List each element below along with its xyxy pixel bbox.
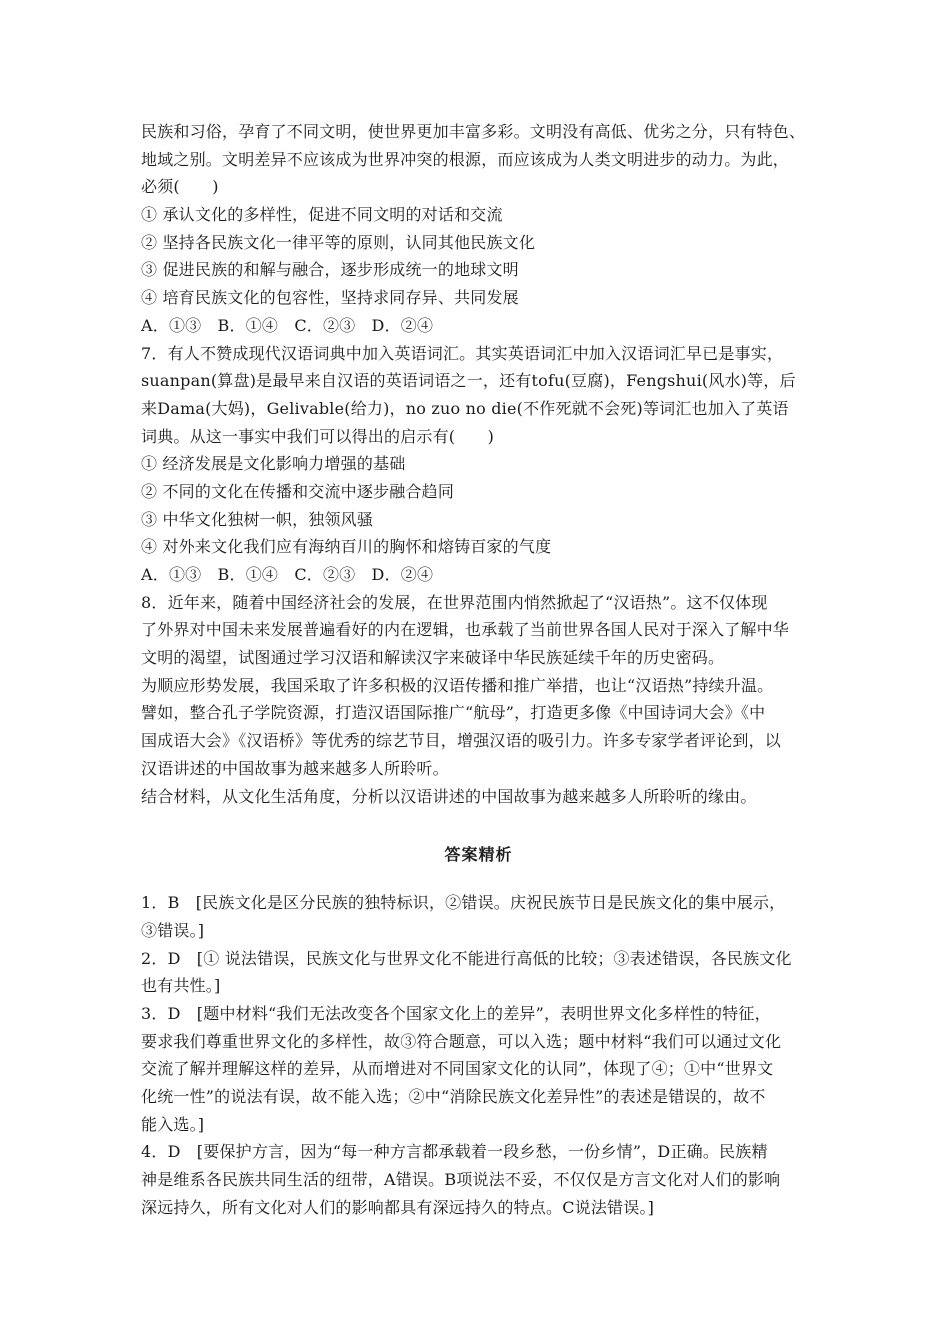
option-item: ② 不同的文化在传播和交流中逐步融合趋同 [141, 481, 455, 501]
option-item: ④ 对外来文化我们应有海纳百川的胸怀和熔铸百家的气度 [141, 537, 552, 557]
answer-line: 深远持久，所有文化对人们的影响都具有深远持久的特点。C说法错误。] [141, 1197, 655, 1217]
question-text-line: 国成语大会》《汉语桥》等优秀的综艺节目，增强汉语的吸引力。许多专家学者评论到，以 [141, 731, 782, 751]
answer-line: 神是维系各民族共同生活的纽带，A错误。B项说法不妥，不仅仅是方言文化对人们的影响 [141, 1170, 781, 1190]
option-item: ③ 中华文化独树一帜，独领风骚 [141, 509, 374, 529]
option-item: ② 坚持各民族文化一律平等的原则，认同其他民族文化 [141, 232, 536, 252]
answer-choices: A．①③ B．①④ C．②③ D．②④ [141, 565, 434, 584]
question-text-line: 了外界对中国未来发展普遍看好的内在逻辑，也承载了当前世界各国人民对于深入了解中华 [141, 620, 790, 640]
answer-line: 也有共性。] [141, 976, 221, 996]
question-stem-line: 7．有人不赞成现代汉语词典中加入英语词汇。其实英语词汇中加入汉语词汇早已是事实， [141, 343, 784, 363]
option-item: ④ 培育民族文化的包容性，坚持求同存异、共同发展 [141, 288, 519, 308]
answer-line: 2．D [① 说法错误，民族文化与世界文化不能进行高低的比较；③表述错误，各民族文化 [141, 948, 792, 968]
answer-line: 1．B [民族文化是区分民族的独特标识，②错误。庆祝民族节日是民族文化的集中展示， [141, 893, 786, 913]
answer-line: 能入选。] [141, 1114, 205, 1134]
question-stem-line: 来Dama(大妈)，Gelivable(给力)，no zuo no die(不作死就不会死)等词汇也加入了英语 [141, 398, 789, 418]
document-page [141, 118, 816, 1221]
answer-line: 化统一性”的说法有误，故不能入选；②中“消除民族文化差异性”的表述是错误的，故不 [141, 1087, 766, 1106]
question-text-line: 汉语讲述的中国故事为越来越多人所聆听。 [141, 758, 449, 778]
answers-heading: 答案精析 [444, 845, 513, 865]
question-text-line: 结合材料，从文化生活角度，分析以汉语讲述的中国故事为越来越多人所聆听的缘由。 [141, 786, 757, 806]
question-stem-line: suanpan(算盘)是最早来自汉语的英语词语之一，还有tofu(豆腐)，Fengshui(风水)等，后 [141, 371, 796, 391]
question-stem-line: 必须( ) [141, 177, 219, 197]
question-7 [141, 340, 816, 589]
question-text-line: 8．近年来，随着中国经济社会的发展，在世界范围内悄然掀起了“汉语热”。这不仅体现 [141, 592, 768, 612]
question-stem-line: 地域之别。文明差异不应该成为世界冲突的根源，而应该成为人类文明进步的动力。为此， [141, 149, 790, 169]
option-item: ① 经济发展是文化影响力增强的基础 [141, 454, 406, 474]
option-item: ① 承认文化的多样性，促进不同文明的对话和交流 [141, 205, 503, 225]
answer-line: 4．D [要保护方言，因为“每一种方言都承载着一段乡愁，一份乡情”，D正确。民族精 [141, 1142, 768, 1162]
question-stem-line: 词典。从这一事实中我们可以得出的启示有( ) [141, 426, 495, 446]
answer-line: 3．D [题中材料“我们无法改变各个国家文化上的差异”，表明世界文化多样性的特征， [141, 1003, 771, 1023]
question-text-line: 文明的渴望，试图通过学习汉语和解读汉字来破译中华民族延续千年的历史密码。 [141, 648, 725, 668]
question-stem-line: 民族和习俗，孕育了不同文明，使世界更加丰富多彩。文明没有高低、优劣之分，只有特色、 [141, 122, 806, 141]
question-6 [141, 118, 816, 340]
answer-line: ③错误。] [141, 920, 205, 940]
answer-line: 交流了解并理解这样的差异，从而增进对不同国家文化的认同”，体现了④；①中“世界文 [141, 1059, 774, 1079]
question-8 [141, 589, 816, 811]
answer-line: 要求我们尊重世界文化的多样性，故③符合题意，可以入选；题中材料“我们可以通过文化 [141, 1031, 782, 1051]
question-text-line: 为顺应形势发展，我国采取了许多积极的汉语传播和推广举措，也让“汉语热”持续升温。 [141, 675, 774, 695]
option-item: ③ 促进民族的和解与融合，逐步形成统一的地球文明 [141, 260, 519, 280]
answers-section [141, 889, 816, 1221]
question-text-line: 譬如，整合孔子学院资源，打造汉语国际推广“航母”，打造更多像《中国诗词大会》《中 [141, 703, 766, 723]
answer-choices: A．①③ B．①④ C．②③ D．②④ [141, 315, 434, 335]
